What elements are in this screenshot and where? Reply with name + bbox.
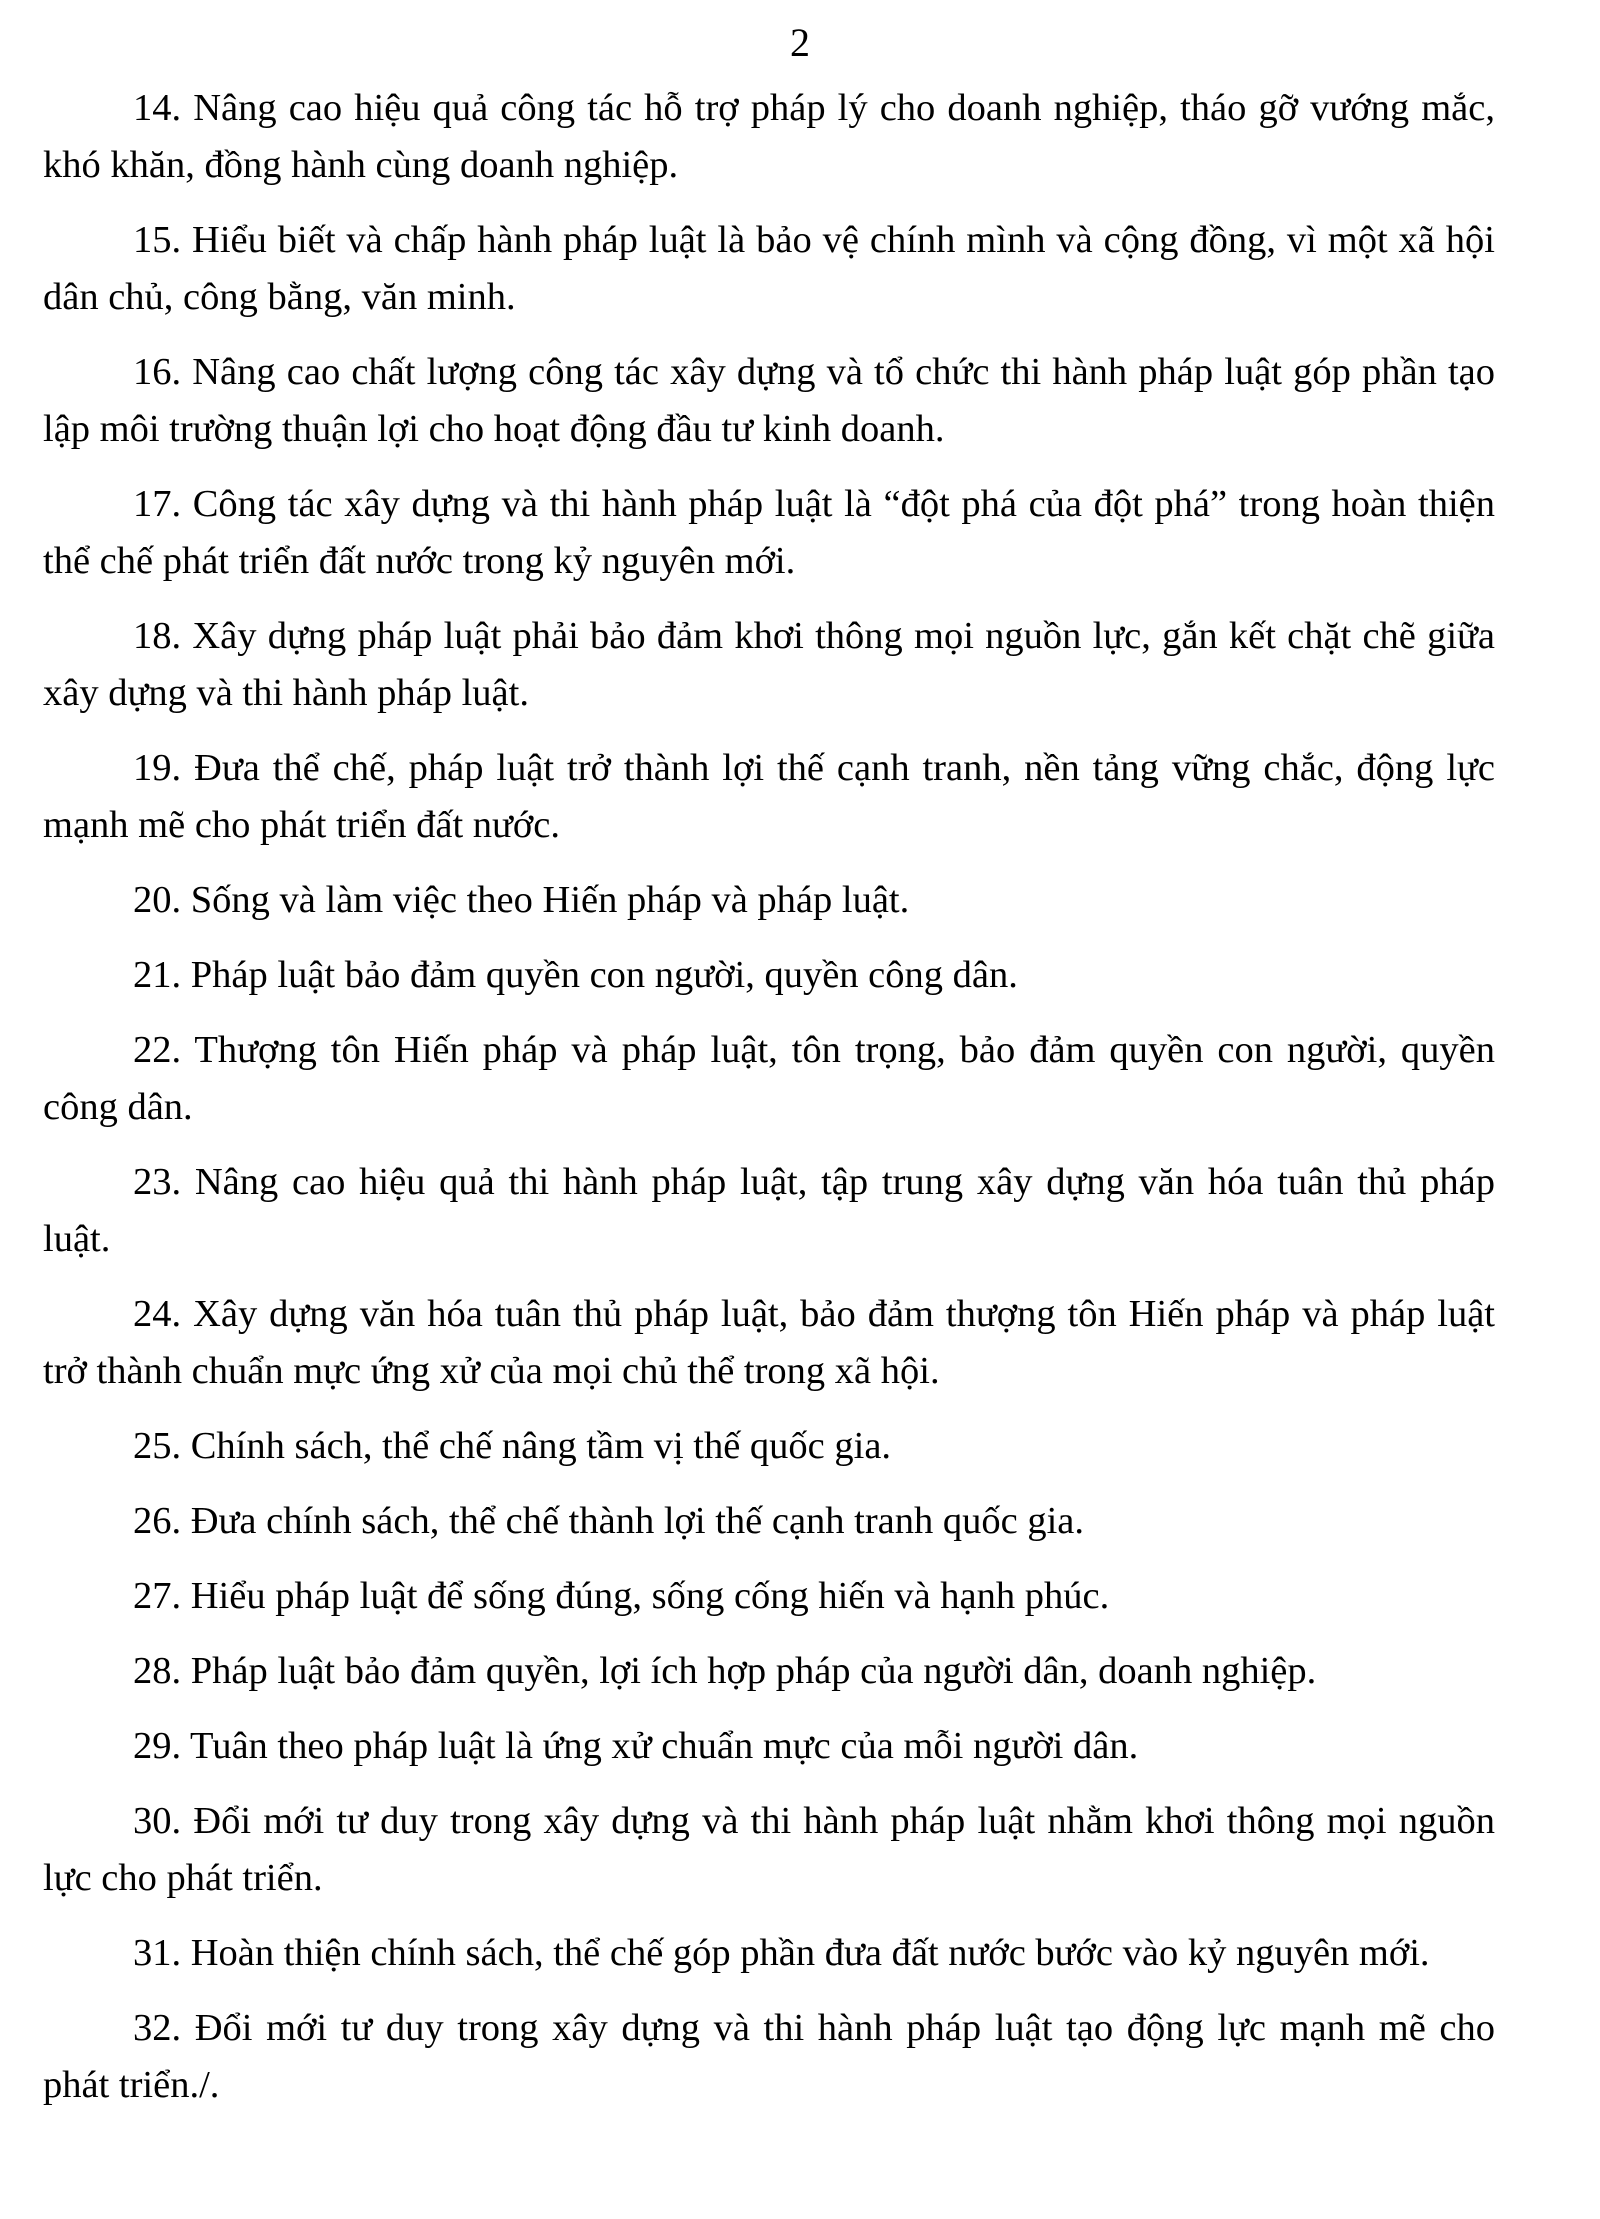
slogan-item: 31. Hoàn thiện chính sách, thể chế góp phần đưa đất nước bước vào kỷ nguyên mới.	[133, 1932, 1430, 1974]
slogan-item: 16. Nâng cao chất lượng công tác xây dựng và tổ chức thi hành pháp luật góp phần tạo lập môi trường thuận lợi cho hoạt động đầu tư kinh doanh.	[43, 351, 1495, 450]
slogan-item: 30. Đổi mới tư duy trong xây dựng và thi hành pháp luật nhằm khơi thông mọi nguồn lực cho phát triển.	[43, 1800, 1495, 1899]
slogan-item: 26. Đưa chính sách, thể chế thành lợi thế cạnh tranh quốc gia.	[133, 1500, 1085, 1542]
slogan-item: 29. Tuân theo pháp luật là ứng xử chuẩn mực của mỗi người dân.	[133, 1725, 1139, 1767]
slogan-item: 23. Nâng cao hiệu quả thi hành pháp luật, tập trung xây dựng văn hóa tuân thủ pháp luật.	[43, 1161, 1495, 1260]
slogan-list	[43, 80, 1495, 2132]
page-number: 2	[790, 20, 810, 65]
slogan-item: 17. Công tác xây dựng và thi hành pháp luật là “đột phá của đột phá” trong hoàn thiện thể chế phát triển đất nước trong kỷ nguyên mới.	[43, 483, 1495, 582]
slogan-item: 28. Pháp luật bảo đảm quyền, lợi ích hợp pháp của người dân, doanh nghiệp.	[133, 1650, 1317, 1692]
slogan-item: 21. Pháp luật bảo đảm quyền con người, quyền công dân.	[133, 954, 1018, 996]
slogan-item: 27. Hiểu pháp luật để sống đúng, sống cống hiến và hạnh phúc.	[133, 1575, 1110, 1617]
slogan-item: 18. Xây dựng pháp luật phải bảo đảm khơi thông mọi nguồn lực, gắn kết chặt chẽ giữa xây dựng và thi hành pháp luật.	[43, 615, 1495, 714]
slogan-item: 22. Thượng tôn Hiến pháp và pháp luật, tôn trọng, bảo đảm quyền con người, quyền công dân.	[43, 1029, 1495, 1128]
slogan-item: 20. Sống và làm việc theo Hiến pháp và pháp luật.	[133, 879, 910, 921]
slogan-item: 25. Chính sách, thể chế nâng tầm vị thế quốc gia.	[133, 1425, 892, 1467]
slogan-item: 32. Đổi mới tư duy trong xây dựng và thi hành pháp luật tạo động lực mạnh mẽ cho phát triển./.	[43, 2007, 1495, 2106]
slogan-item: 24. Xây dựng văn hóa tuân thủ pháp luật, bảo đảm thượng tôn Hiến pháp và pháp luật trở thành chuẩn mực ứng xử của mọi chủ thể trong xã hội.	[43, 1293, 1495, 1392]
slogan-item: 14. Nâng cao hiệu quả công tác hỗ trợ pháp lý cho doanh nghiệp, tháo gỡ vướng mắc, khó khăn, đồng hành cùng doanh nghiệp.	[43, 87, 1495, 186]
slogan-item: 15. Hiểu biết và chấp hành pháp luật là bảo vệ chính mình và cộng đồng, vì một xã hội dân chủ, công bằng, văn minh.	[43, 219, 1495, 318]
slogan-item: 19. Đưa thể chế, pháp luật trở thành lợi thế cạnh tranh, nền tảng vững chắc, động lực mạnh mẽ cho phát triển đất nước.	[43, 747, 1495, 846]
